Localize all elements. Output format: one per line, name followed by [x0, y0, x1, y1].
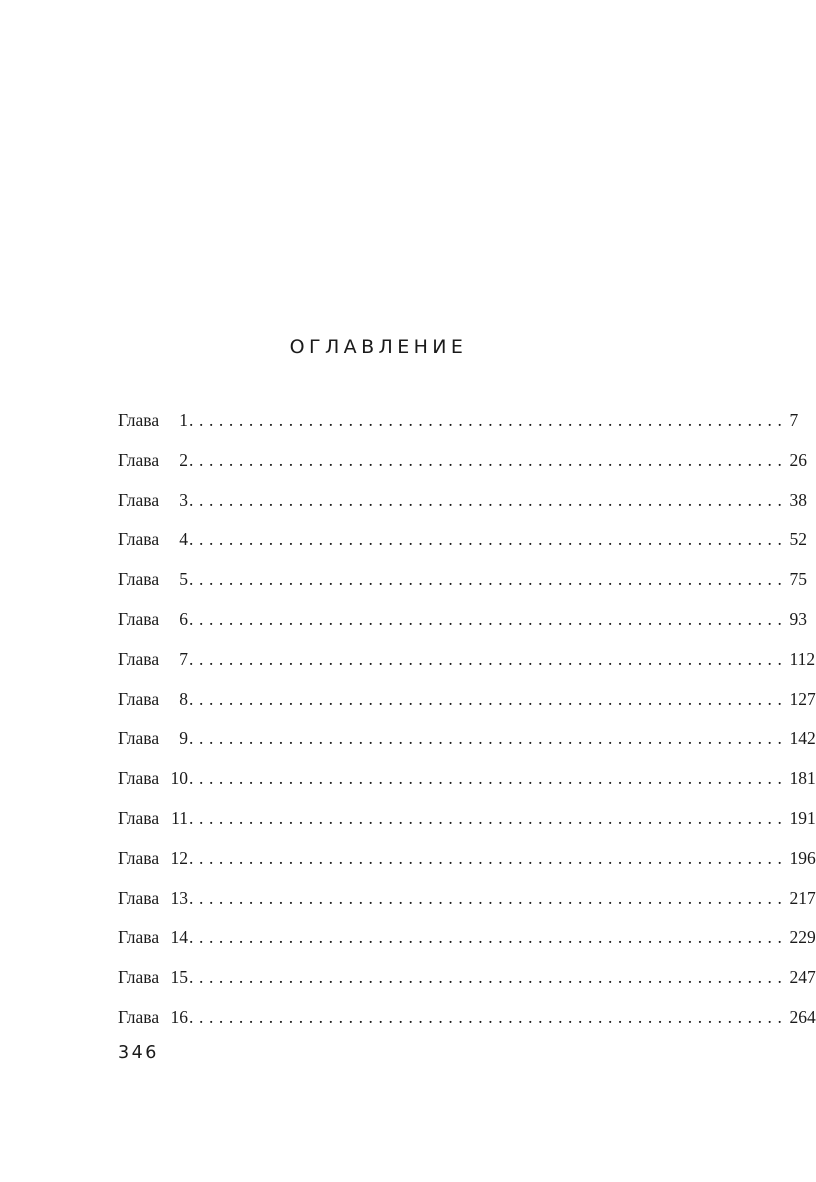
toc-entry[interactable] — [118, 605, 807, 645]
toc-entry-page: 191 — [789, 807, 816, 828]
dot-leader: ............................................................ — [189, 648, 788, 669]
toc-entry-page: 229 — [789, 927, 816, 948]
toc-entry[interactable] — [118, 884, 816, 924]
toc-entry-number: 7 — [179, 648, 188, 669]
dot-leader: ............................................................ — [189, 1006, 788, 1027]
toc-entry-number: 3 — [179, 489, 188, 510]
toc-entry-label: Глава — [118, 410, 160, 430]
dot-leader: ............................................................ — [189, 449, 788, 470]
dot-leader: ............................................................ — [189, 489, 788, 510]
toc-entry-number: 1 — [179, 410, 188, 430]
toc-entry[interactable] — [118, 1003, 816, 1043]
dot-leader: ............................................................ — [189, 967, 788, 988]
toc-entry[interactable] — [118, 764, 816, 804]
toc-entry-number: 9 — [179, 728, 188, 749]
toc-entry-page: 264 — [789, 1006, 816, 1027]
toc-entry[interactable] — [118, 525, 807, 565]
toc-entry-label: Глава — [118, 847, 160, 868]
dot-leader: ............................................................ — [189, 728, 788, 749]
toc-entry[interactable] — [118, 565, 807, 605]
table-of-contents — [118, 406, 816, 1043]
toc-entry-label: Глава — [118, 768, 160, 789]
toc-entry-number: 6 — [179, 608, 188, 629]
page-number: 346 — [118, 1043, 159, 1063]
toc-entry-number: 10 — [170, 768, 188, 789]
toc-entry[interactable] — [118, 923, 816, 963]
toc-entry-page: 181 — [789, 768, 816, 789]
toc-entry[interactable] — [118, 804, 816, 844]
toc-entry[interactable] — [118, 446, 807, 486]
dot-leader: ............................................................ — [189, 887, 788, 908]
dot-leader: ............................................................ — [189, 410, 788, 430]
toc-entry[interactable] — [118, 406, 799, 446]
toc-entry-number: 13 — [170, 887, 188, 908]
toc-entry-page: 142 — [789, 728, 816, 749]
toc-entry-page: 93 — [789, 608, 807, 629]
dot-leader: ............................................................ — [189, 569, 788, 590]
toc-entry-number: 5 — [179, 569, 188, 590]
toc-entry-page: 52 — [789, 529, 807, 550]
toc-entry-page: 38 — [789, 489, 807, 510]
toc-entry-label: Глава — [118, 967, 160, 988]
toc-entry-label: Глава — [118, 927, 160, 948]
toc-entry-number: 15 — [170, 967, 188, 988]
toc-entry[interactable] — [118, 645, 816, 685]
toc-entry[interactable] — [118, 963, 816, 1003]
toc-entry-label: Глава — [118, 529, 160, 550]
toc-entry-number: 11 — [171, 807, 188, 828]
toc-entry-number: 14 — [170, 927, 188, 948]
dot-leader: ............................................................ — [189, 688, 788, 709]
toc-entry-page: 247 — [789, 967, 816, 988]
page-title: ОГЛАВЛЕНИЕ — [289, 336, 468, 358]
dot-leader: ............................................................ — [189, 608, 788, 629]
dot-leader: ............................................................ — [189, 529, 788, 550]
toc-entry-number: 8 — [179, 688, 188, 709]
toc-entry-label: Глава — [118, 569, 160, 590]
toc-entry-number: 12 — [170, 847, 188, 868]
toc-entry-page: 196 — [789, 847, 816, 868]
toc-entry-label: Глава — [118, 608, 160, 629]
dot-leader: ............................................................ — [189, 768, 788, 789]
toc-entry-label: Глава — [118, 688, 160, 709]
toc-entry[interactable] — [118, 724, 816, 764]
toc-entry-label: Глава — [118, 728, 160, 749]
toc-entry[interactable] — [118, 844, 816, 884]
toc-entry-label: Глава — [118, 489, 160, 510]
toc-entry-page: 26 — [789, 449, 807, 470]
toc-entry-label: Глава — [118, 887, 160, 908]
dot-leader: ............................................................ — [189, 807, 788, 828]
toc-entry-number: 16 — [170, 1006, 188, 1027]
toc-entry-page: 217 — [789, 887, 816, 908]
toc-entry-page: 75 — [789, 569, 807, 590]
toc-entry-page: 7 — [789, 410, 799, 430]
toc-entry-number: 4 — [179, 529, 188, 550]
dot-leader: ............................................................ — [189, 927, 788, 948]
toc-entry[interactable] — [118, 685, 816, 725]
toc-entry-label: Глава — [118, 1006, 160, 1027]
toc-entry-number: 2 — [179, 449, 188, 470]
toc-entry-page: 127 — [789, 688, 816, 709]
toc-entry-page: 112 — [789, 648, 816, 669]
toc-entry-label: Глава — [118, 449, 160, 470]
toc-entry-label: Глава — [118, 807, 160, 828]
dot-leader: ............................................................ — [189, 847, 788, 868]
toc-entry[interactable] — [118, 486, 807, 526]
toc-entry-label: Глава — [118, 648, 160, 669]
